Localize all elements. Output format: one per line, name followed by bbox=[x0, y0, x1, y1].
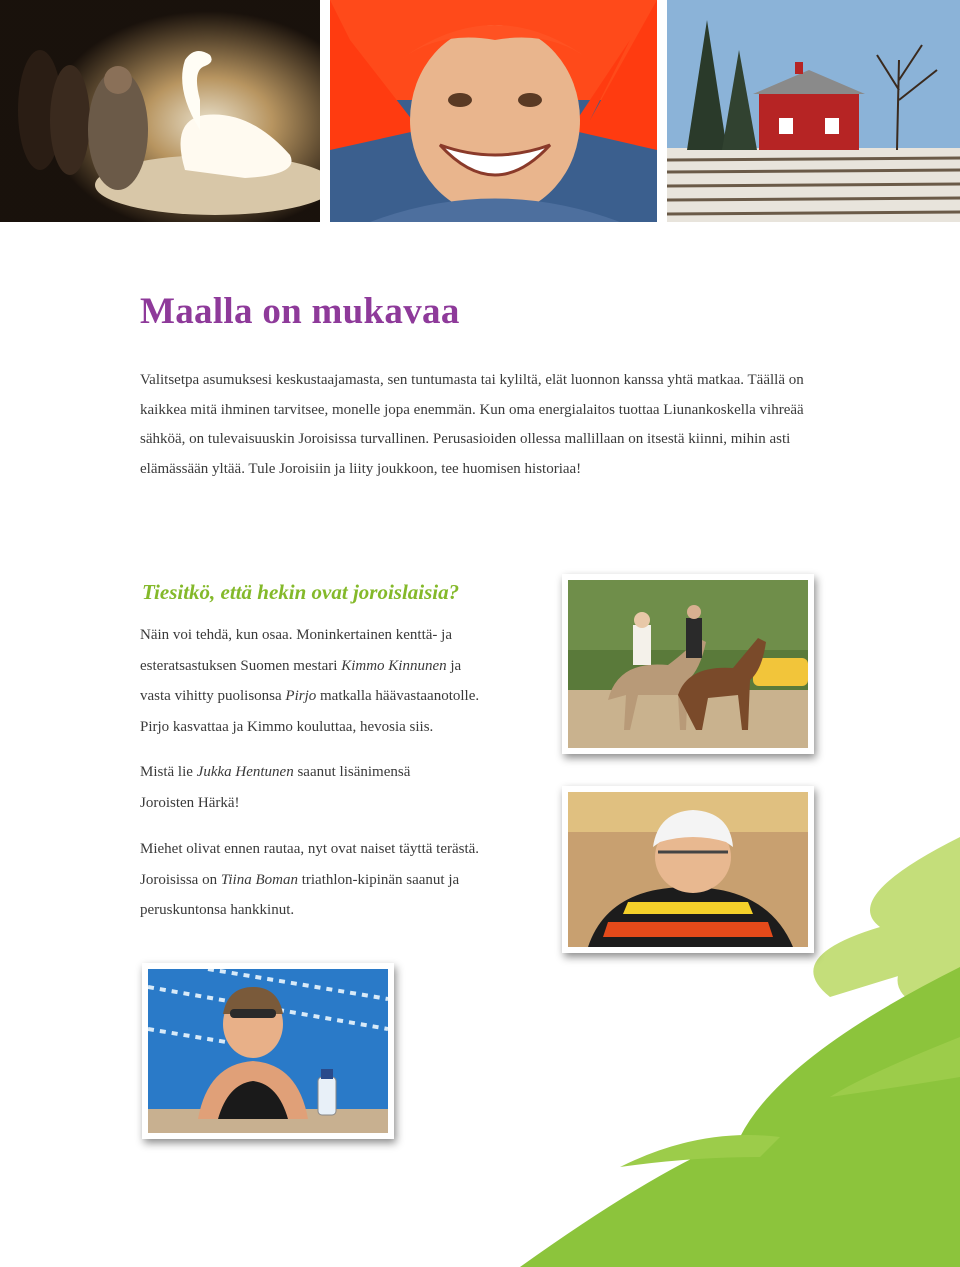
splash-dark bbox=[520, 967, 960, 1267]
person-name: Pirjo bbox=[285, 688, 317, 704]
hockey-player-icon bbox=[568, 792, 808, 947]
swimmer-icon bbox=[148, 969, 388, 1133]
horse-carriage-icon bbox=[568, 580, 808, 748]
person-name: Kimmo Kinnunen bbox=[341, 657, 447, 674]
photo-horses bbox=[562, 574, 814, 754]
photo-ice-swan bbox=[0, 0, 320, 222]
bio-kinnunen: Näin voi tehdä, kun osaa. Moninkertainen kenttä- ja esteratsastuksen Suomen mestari Kimmo Kinnunen ja vasta vihitty puolisonsa Pirjo matkalla häävastaanotolle. Pirjo kasvattaa ja Kimmo kouluttaa, hevosia siis. bbox=[140, 627, 480, 735]
person-name: Tiina Boman bbox=[220, 871, 298, 888]
intro-paragraph: Valitsetpa asumuksesi keskustaajamasta, sen tuntumasta tai kyliltä, elät luonnon kanssa yhtä matkaa. Täällä on kaikkea mitä ihminen tarvitsee, monelle jopa enemmän. Kun oma energialaitos tuottaa Liunankoskella vihreää sähköä, on tulevaisuuskin Joroisissa turvallinen. Perusasioiden ollessa mallillaan on itsestä kiinni, mihin asti elämässään yltää. Tule Joroisiin ja liity joukkoon, tee huomisen historiaa! bbox=[140, 372, 804, 477]
person-name: Jukka Hentunen bbox=[196, 764, 294, 780]
photo-hockey bbox=[562, 786, 814, 953]
photo-red-house bbox=[667, 0, 960, 222]
sidebar-heading: Tiesitkö, että hekin ovat joroislaisia? bbox=[142, 580, 460, 604]
smiling-child-icon bbox=[330, 0, 657, 222]
bio-boman: Miehet olivat ennen rautaa, nyt ovat naiset täyttä terästä. Joroisissa on Tiina Boman triathlon-kipinän saanut ja peruskuntonsa hankkinut. bbox=[140, 841, 480, 918]
photo-smiling-child bbox=[330, 0, 657, 222]
red-house-icon bbox=[667, 0, 960, 222]
page-title: Maalla on mukavaa bbox=[140, 291, 460, 332]
bio-hentunen: Mistä lie Jukka Hentunen saanut lisänimensä Joroisten Härkä! bbox=[140, 764, 411, 811]
ice-swan-icon bbox=[0, 0, 320, 222]
photo-swimmer bbox=[142, 963, 394, 1139]
